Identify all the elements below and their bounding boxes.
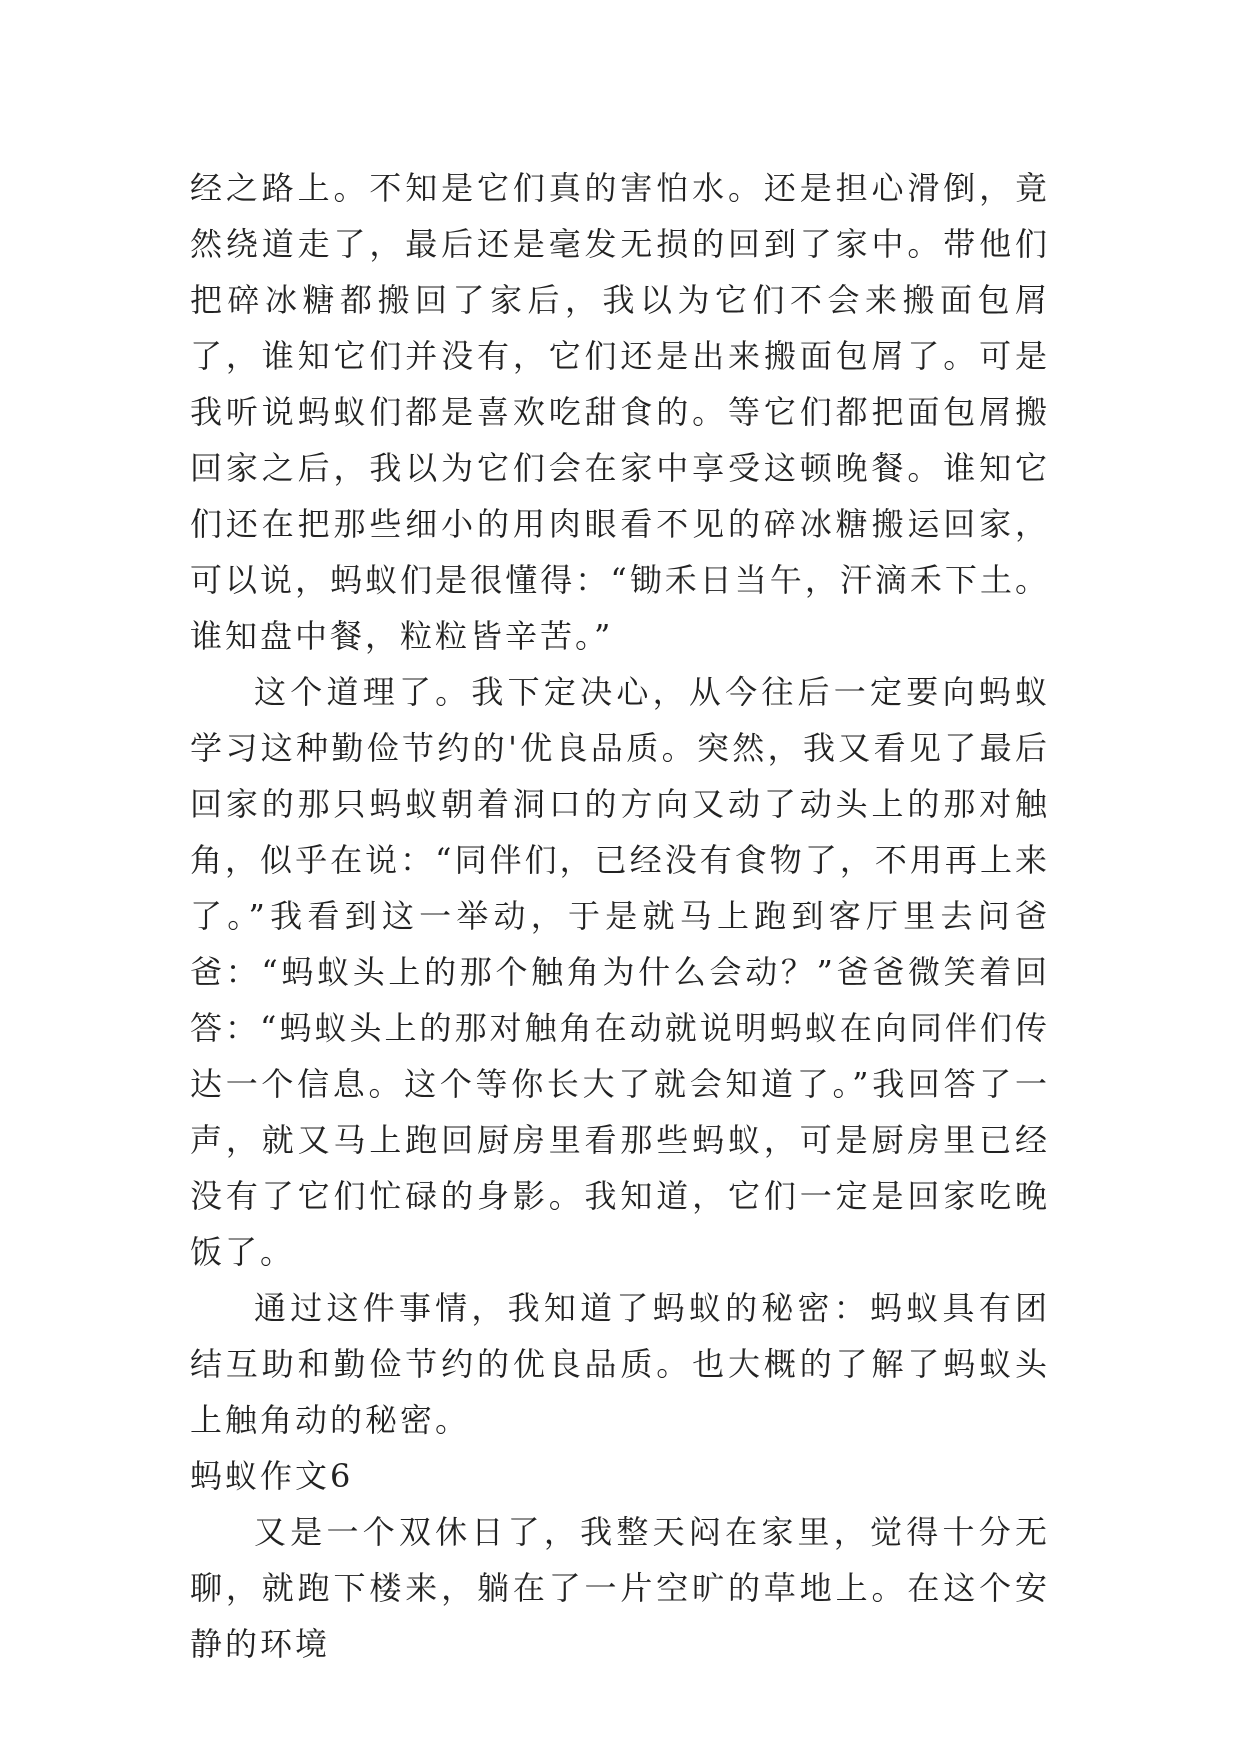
document-body <box>190 160 1050 1672</box>
paragraph-2: 这个道理了。我下定决心，从今往后一定要向蚂蚁学习这种勤俭节约的'优良品质。突然，我又看见了最后回家的那只蚂蚁朝着洞口的方向又动了动头上的那对触角，似乎在说：“同伴们，已经没有食物了，不用再上来了。”我看到这一举动，于是就马上跑到客厅里去问爸爸：“蚂蚁头上的那个触角为什么会动？”爸爸微笑着回答：“蚂蚁头上的那对触角在动就说明蚂蚁在向同伴们传达一个信息。这个等你长大了就会知道了。”我回答了一声，就又马上跑回厨房里看那些蚂蚁，可是厨房里已经没有了它们忙碌的身影。我知道，它们一定是回家吃晚饭了。 <box>190 673 1050 1271</box>
paragraph-3: 通过这件事情，我知道了蚂蚁的秘密：蚂蚁具有团结互助和勤俭节约的优良品质。也大概的了解了蚂蚁头上触角动的秘密。 <box>190 1289 1050 1439</box>
paragraph-1: 经之路上。不知是它们真的害怕水。还是担心滑倒，竟然绕道走了，最后还是毫发无损的回到了家中。带他们把碎冰糖都搬回了家后，我以为它们不会来搬面包屑了，谁知它们并没有，它们还是出来搬面包屑了。可是我听说蚂蚁们都是喜欢吃甜食的。等它们都把面包屑搬回家之后，我以为它们会在家中享受这顿晚餐。谁知它们还在把那些细小的用肉眼看不见的碎冰糖搬运回家，可以说，蚂蚁们是很懂得：“锄禾日当午，汗滴禾下土。谁知盘中餐，粒粒皆辛苦。” <box>190 169 1050 655</box>
section-title: 蚂蚁作文6 <box>190 1457 354 1495</box>
paragraph-4: 又是一个双休日了，我整天闷在家里，觉得十分无聊，就跑下楼来，躺在了一片空旷的草地上。在这个安静的环境 <box>190 1513 1050 1663</box>
